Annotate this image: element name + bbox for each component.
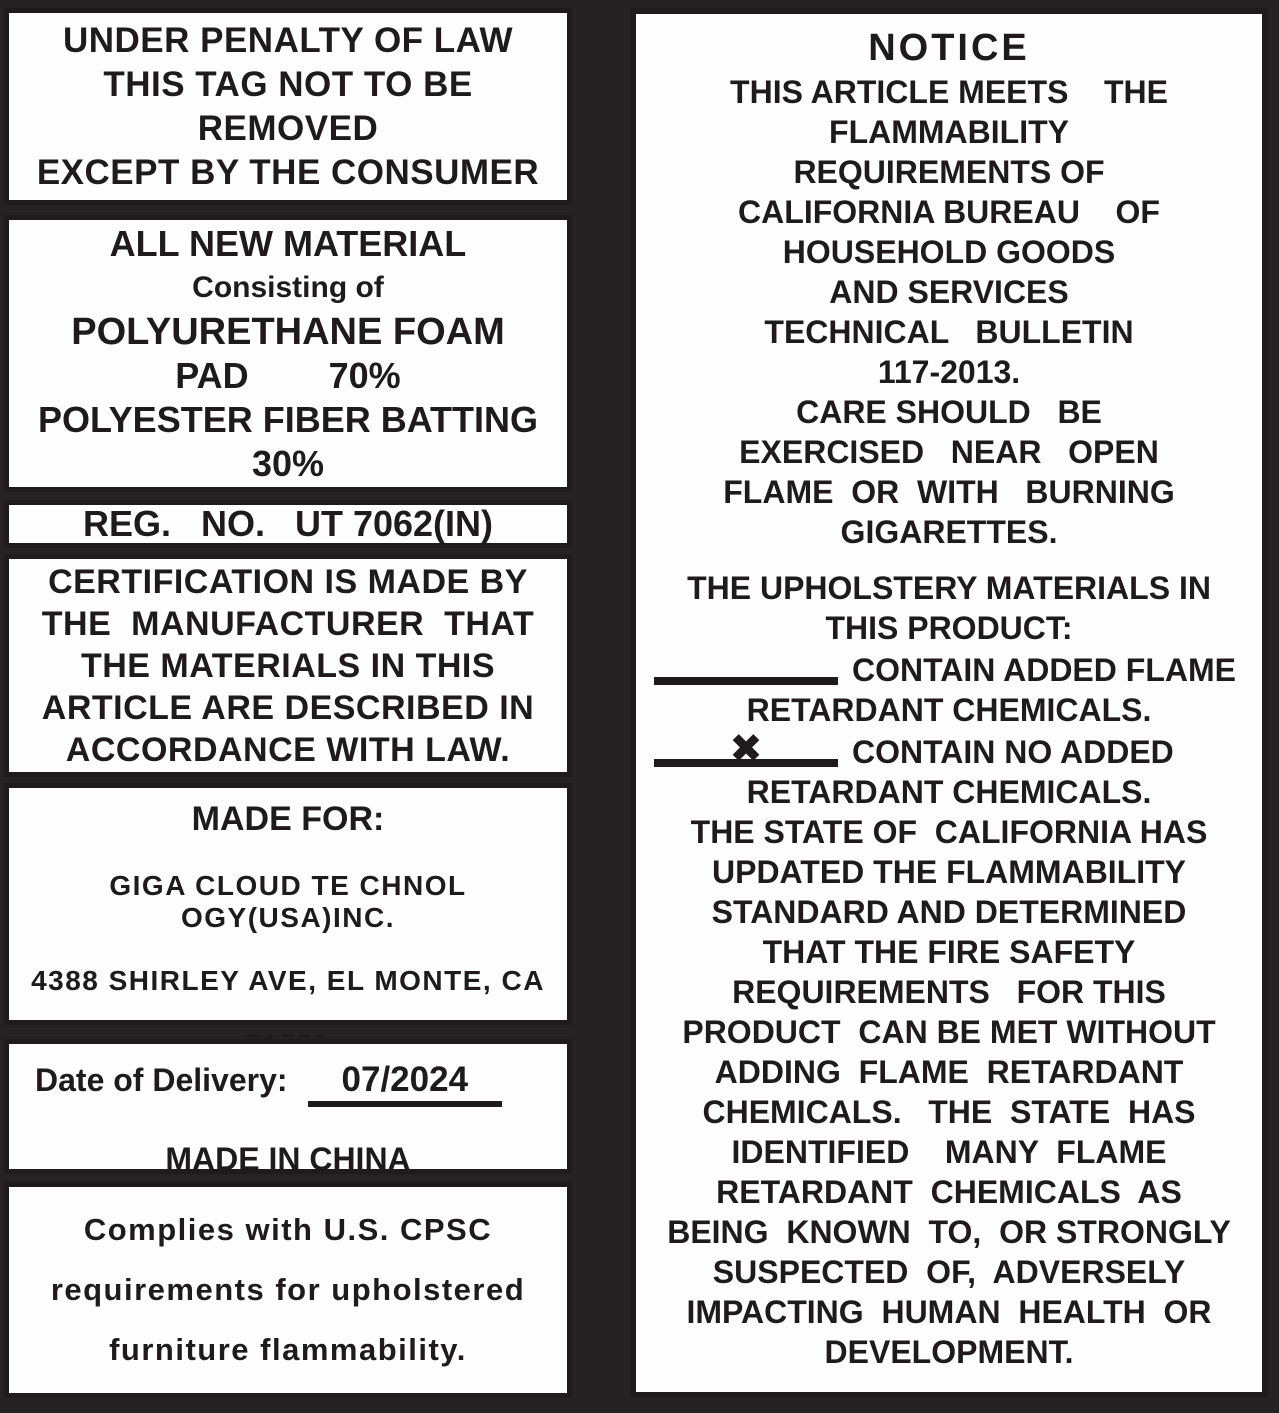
- text-line: RETARDANT CHEMICALS AS: [716, 1174, 1182, 1210]
- delivery-date-value: 07/2024: [308, 1060, 503, 1107]
- x-mark: ✖: [729, 727, 763, 771]
- text-line: THE MANUFACTURER THAT: [41, 604, 535, 643]
- text-line: THIS PRODUCT:: [825, 610, 1073, 646]
- contain-no-added-continuation: RETARDANT CHEMICALS.: [746, 774, 1152, 810]
- text-line: THE UPHOLSTERY MATERIALS IN: [687, 570, 1211, 606]
- flammability-statement-lines: [640, 72, 1258, 552]
- delivery-date-row: [23, 1060, 553, 1107]
- text-line: THAT THE FIRE SAFETY: [762, 934, 1136, 970]
- delivery-section: [4, 1039, 572, 1177]
- state-update-lines: [640, 812, 1258, 1372]
- contain-added-text: CONTAIN ADDED FLAME: [852, 652, 1236, 688]
- text-line: REQUIREMENTS FOR THIS: [732, 974, 1166, 1010]
- text-line: ACCORDANCE WITH LAW.: [65, 730, 511, 769]
- notice-title: NOTICE: [868, 27, 1030, 69]
- text-line: UNDER PENALTY OF LAW: [62, 20, 514, 60]
- text-line: REQUIREMENTS OF: [793, 154, 1105, 190]
- text-line: BEING KNOWN TO, OR STRONGLY: [667, 1214, 1231, 1250]
- contain-added-option-row: [640, 648, 1258, 690]
- materials-lines: [38, 222, 538, 486]
- text-line: PAD 70%: [175, 354, 401, 396]
- contain-added-continuation: RETARDANT CHEMICALS.: [746, 692, 1152, 728]
- certification-section: [4, 554, 572, 777]
- text-line: furniture flammability.: [109, 1332, 467, 1367]
- text-line: AND SERVICES: [829, 274, 1069, 310]
- text-line: THE MATERIALS IN THIS: [80, 646, 496, 685]
- text-line: SUSPECTED OF, ADVERSELY: [712, 1254, 1186, 1290]
- upholstery-intro-lines: [640, 568, 1258, 648]
- text-line: STANDARD AND DETERMINED: [711, 894, 1187, 930]
- text-line: Consisting of: [192, 270, 384, 304]
- text-line: THIS TAG NOT TO BE: [103, 64, 473, 104]
- cpsc-lines: [51, 1200, 525, 1380]
- country-of-origin: MADE IN CHINA: [165, 1141, 411, 1177]
- text-line: THIS ARTICLE MEETS THE: [730, 74, 1168, 110]
- delivery-date-label: Date of Delivery:: [35, 1062, 288, 1098]
- contain-no-added-option-row: [640, 727, 1258, 772]
- text-line: POLYESTER FIBER BATTING: [37, 398, 539, 440]
- text-line: FLAME OR WITH BURNING: [723, 474, 1175, 510]
- center-divider-bar: [572, 0, 630, 1413]
- registration-number-section: [4, 500, 572, 548]
- text-line: 30%: [251, 442, 325, 484]
- text-line: CARE SHOULD BE: [796, 394, 1102, 430]
- made-for-title: MADE FOR:: [191, 800, 385, 838]
- text-line: THE STATE OF CALIFORNIA HAS: [690, 814, 1208, 850]
- unchecked-blank-line: [654, 643, 838, 685]
- text-line: Complies with U.S. CPSC: [83, 1212, 493, 1247]
- text-line: CALIFORNIA BUREAU OF: [738, 194, 1160, 230]
- made-for-section: [4, 783, 572, 1025]
- text-line: TECHNICAL BULLETIN: [764, 314, 1134, 350]
- text-line: ARTICLE ARE DESCRIBED IN: [41, 688, 535, 727]
- checked-blank-line: [654, 725, 838, 771]
- text-line: CHEMICALS. THE STATE HAS: [702, 1094, 1196, 1130]
- text-line: REMOVED: [197, 108, 379, 148]
- text-line: IDENTIFIED MANY FLAME: [731, 1134, 1167, 1170]
- penalty-lines: [37, 19, 539, 195]
- text-line: EXCEPT BY THE CONSUMER: [36, 152, 540, 192]
- made-for-address: 4388 SHIRLEY AVE, EL MONTE, CA: [31, 965, 545, 996]
- text-line: UPDATED THE FLAMMABILITY: [711, 854, 1187, 890]
- cpsc-compliance-section: [4, 1182, 572, 1398]
- text-line: GIGARETTES.: [840, 514, 1058, 550]
- text-line: ADDING FLAME RETARDANT: [714, 1054, 1184, 1090]
- text-line: 117-2013.: [877, 354, 1021, 390]
- text-line: requirements for upholstered: [50, 1272, 526, 1307]
- vertical-gap: [640, 552, 1258, 568]
- text-line: POLYURETHANE FOAM: [71, 310, 505, 353]
- text-line: EXERCISED NEAR OPEN: [739, 434, 1159, 470]
- made-for-company: GIGA CLOUD TE CHNOL OGY(USA)INC.: [109, 870, 467, 933]
- text-line: CERTIFICATION IS MADE BY: [48, 562, 528, 601]
- materials-section: [4, 215, 572, 492]
- penalty-section: [4, 8, 572, 205]
- text-line: HOUSEHOLD GOODS: [782, 234, 1116, 270]
- registration-number: REG. NO. UT 7062(IN): [82, 503, 494, 544]
- text-line: ALL NEW MATERIAL: [109, 222, 467, 264]
- certification-lines: [42, 561, 535, 771]
- text-line: IMPACTING HUMAN HEALTH OR: [686, 1294, 1212, 1330]
- text-line: PRODUCT CAN BE MET WITHOUT: [682, 1014, 1216, 1050]
- notice-section: [630, 8, 1268, 1398]
- text-line: FLAMMABILITY: [829, 114, 1069, 150]
- contain-no-added-text: CONTAIN NO ADDED: [852, 734, 1174, 770]
- text-line: DEVELOPMENT.: [824, 1334, 1074, 1370]
